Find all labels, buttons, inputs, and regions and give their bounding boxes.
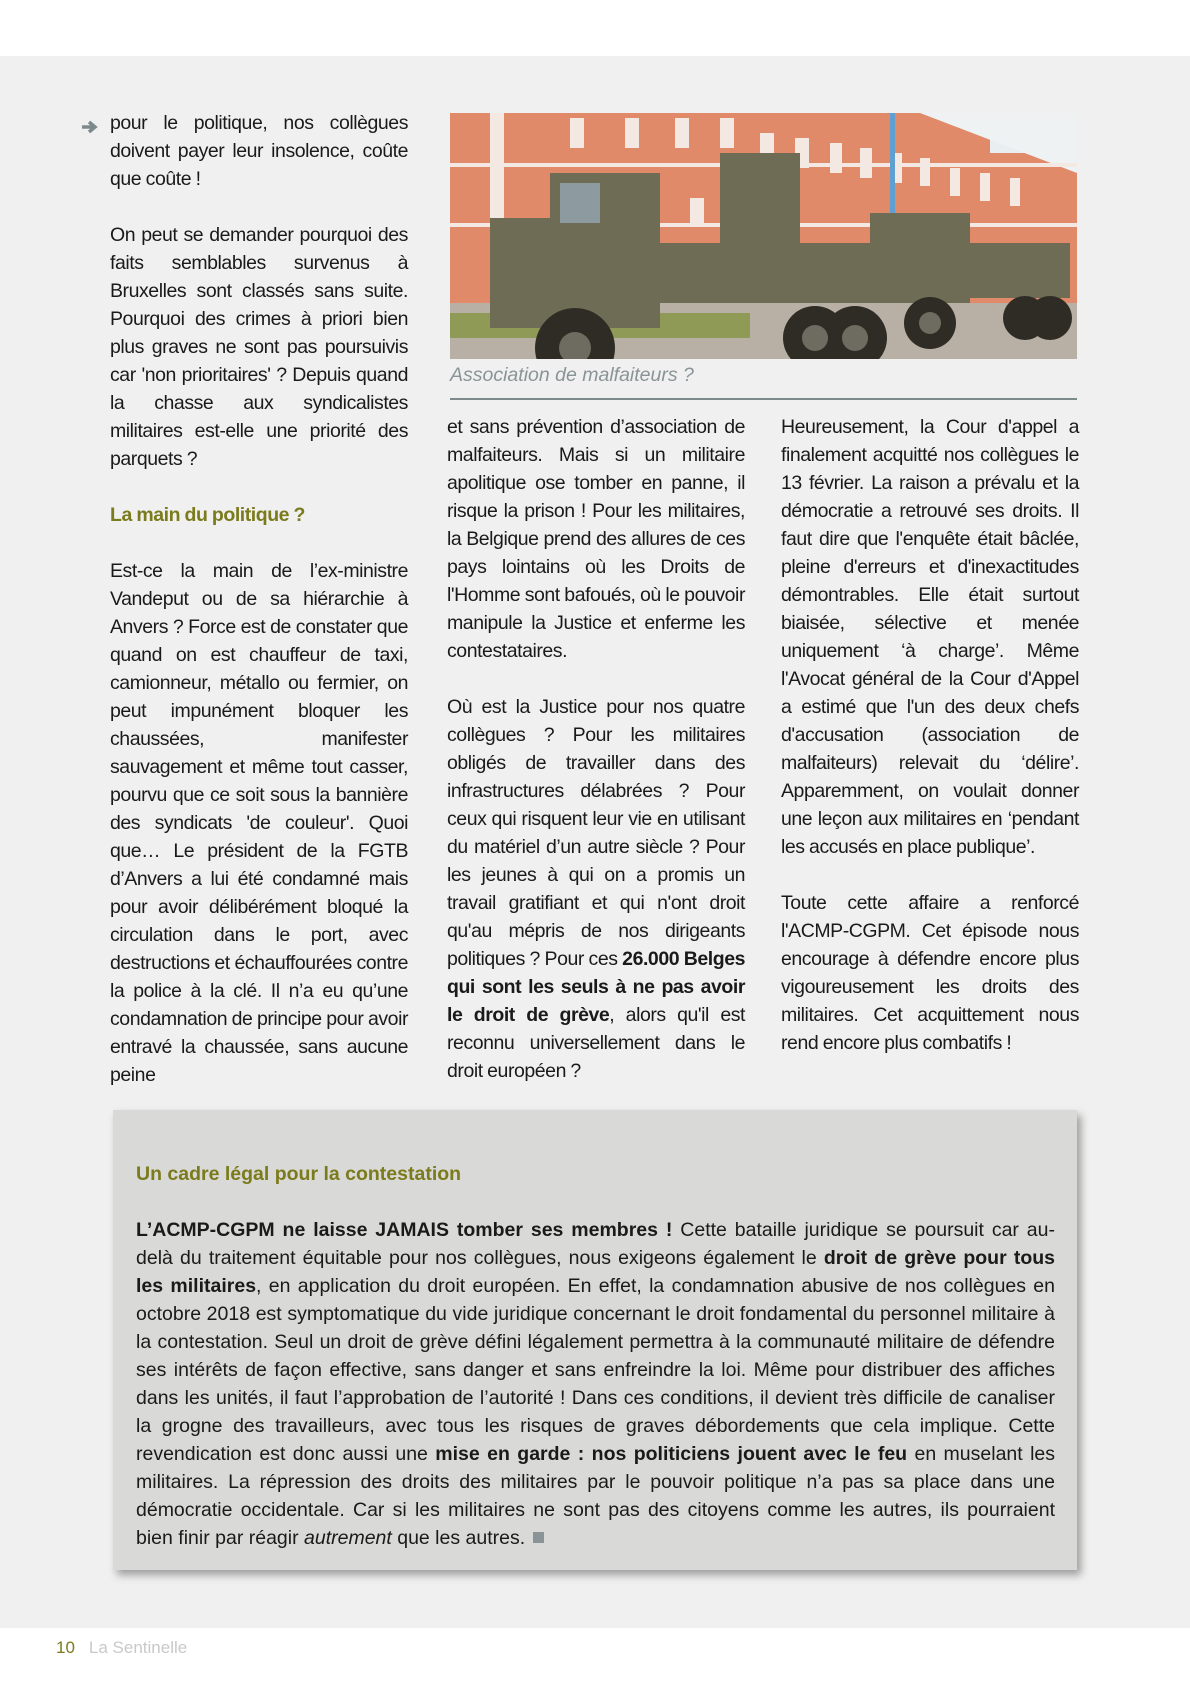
- section-heading: La main du politique ?: [110, 504, 306, 526]
- bold-text: droit de grève pour tous les militaires: [136, 1247, 1055, 1297]
- continuation-arrow-icon: [80, 113, 100, 141]
- page-footer: [56, 1638, 187, 1658]
- magazine-name: La Sentinelle: [88, 1638, 188, 1657]
- text-run: Heureusement, la Cour d'appel a finalement acquitté nos collègues le 13 février. La raison a prévalu et la démocratie a retrouvé ses droits. Il faut dire que l'enquête était bâclée, pleine d'erreurs et d'inexactitudes démontrables. Elle était surtout biaisée, sélective et menée uniquement ‘à charge’. Même l'Avocat général de la Cour d'Appel a estimé que l'un des deux chefs d'accusation (association de malfaiteurs) relevait du ‘délire’. Apparemment, on voulait donner une leçon aux militaires en ‘pendant les accusés en place publique’.: [781, 416, 1079, 858]
- text-run: pour le politique, nos collègues doivent payer leur insolence, coûte que coûte !: [110, 112, 408, 190]
- text-run: , alors qu'il est reconnu universellement dans le droit européen ?: [447, 1004, 745, 1082]
- text-run: , en application du droit européen. En effet, la condamnation abusive de nos collègues en octobre 2018 est symptomatique du vide juridique concernant le droit fondamental du personnel militaire à la contestation. Seul un droit de grève défini légalement permettra à la communauté militaire de défendre ses intérêts de façon effective, sans danger et sans enfreindre la loi. Même pour distribuer des affiches dans les unités, il faut l’approbation de l’autorité ! Dans ces conditions, il devient très difficile de canaliser la grogne des travailleurs, avec tous les risques de graves débordements que cela implique. Cette revendication est donc aussi une: [136, 1275, 1056, 1465]
- text-run: Toute cette affaire a renforcé l'ACMP-CGPM. Cet épisode nous encourage à défendre encore plus vigoureusement les droits des militaires. Cet acquittement nous rend encore plus combatifs !: [781, 892, 1079, 1054]
- sidebar-box: [113, 1110, 1077, 1570]
- bold-text: mise en garde : nos politiciens jouent avec le feu: [435, 1443, 908, 1465]
- caption-divider: [450, 398, 1077, 400]
- text-run: en muselant les militaires. La répression des droits des militaires par le pouvoir politique n’a pas sa place dans une démocratie occidentale. Car si les militaires ne sont pas des citoyens comme les autres, ils pourraient bien finir par réagir: [136, 1443, 1056, 1549]
- paragraph: [110, 109, 408, 193]
- end-mark-icon: [533, 1532, 544, 1543]
- paragraph: [781, 889, 1079, 1057]
- text-run: Où est la Justice pour nos quatre collègues ? Pour les militaires obligés de travailler dans des infrastructures délabrées ? Pour ceux qui risquent leur vie en utilisant du matériel d’un autre siècle ? Pour les jeunes à qui on a promis un travail gratifiant et qui n'ont droit qu'au mépris de nos dirigeants politiques ? Pour ces: [447, 696, 745, 970]
- paragraph: [110, 557, 408, 1089]
- text-run: que les autres.: [391, 1527, 526, 1549]
- bold-text: L’ACMP-CGPM ne laisse JAMAIS tomber ses membres !: [136, 1219, 673, 1241]
- photo-caption: Association de malfaiteurs ?: [450, 364, 694, 386]
- text-run: Cette bataille juridique se poursuit car au-delà du traitement équitable pour nos collègues, nous exigeons également le: [136, 1219, 1055, 1269]
- text-run: On peut se demander pourquoi des faits semblables survenus à Bruxelles sont classés sans suite. Pourquoi des crimes à priori bien plus graves ne sont pas poursuivis car 'non prioritaires' ? Depuis quand la chasse aux syndicalistes militaires est-elle une priorité des parquets ?: [110, 224, 408, 470]
- paragraph: [447, 413, 745, 665]
- military-trucks-photo: [450, 113, 1077, 359]
- article-column-1: [110, 109, 408, 1117]
- italic-text: autrement: [304, 1527, 392, 1549]
- paragraph: [110, 221, 408, 473]
- text-run: Est-ce la main de l’ex-ministre Vandeput ou de sa hiérarchie à Anvers ? Force est de constater que quand on est chauffeur de taxi, camionneur, métallo ou fermier, on peut impunément bloquer les chaussées, manifester sauvagement et même tout casser, pourvu que ce soit sous la bannière des syndicats 'de couleur'. Quoi que… Le président de la FGTB d’Anvers a lui été condamné mais pour avoir délibérément bloqué la circulation dans le port, avec destructions et échauffourées contre la police à la clé. Il n’a eu qu’une condamnation de principe pour avoir entravé la chaussée, sans aucune peine: [110, 560, 408, 1086]
- article-column-2: [447, 413, 745, 1113]
- paragraph: [781, 413, 1079, 861]
- box-text: [136, 1216, 1055, 1552]
- page-number: 10: [56, 1638, 75, 1657]
- text-run: et sans prévention d’association de malfaiteurs. Mais si un militaire apolitique ose tomber en panne, il risque la prison ! Pour les militaires, la Belgique prend des allures de ces pays lointains où les Droits de l'Homme sont bafoués, où le pouvoir manipule la Justice et enferme les contestataires.: [447, 416, 745, 662]
- bold-text: 26.000 Belges qui sont les seuls à ne pas avoir le droit de grève: [447, 948, 745, 1026]
- box-heading: Un cadre légal pour la contestation: [136, 1163, 462, 1185]
- article-column-3: [781, 413, 1079, 1085]
- paragraph: [447, 693, 745, 1085]
